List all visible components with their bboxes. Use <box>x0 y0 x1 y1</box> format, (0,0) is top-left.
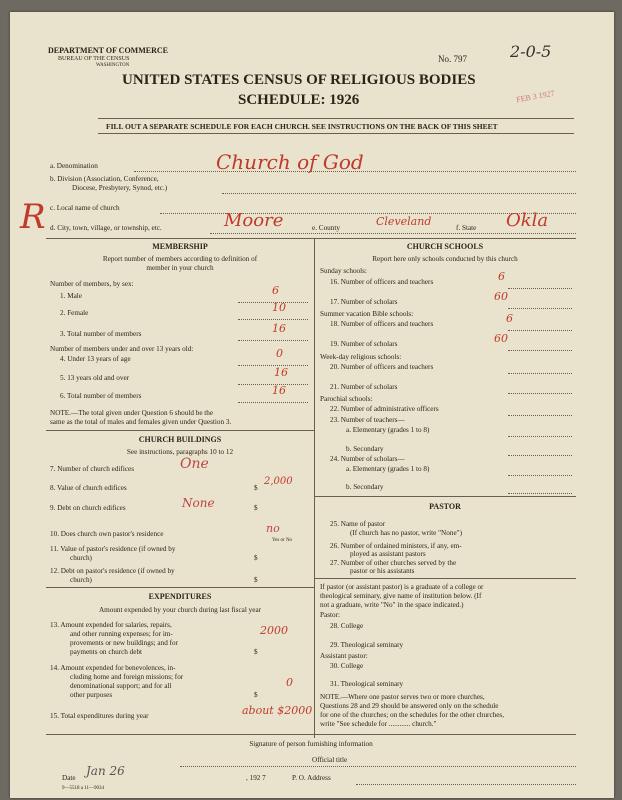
currency-sign: $ <box>254 484 258 492</box>
label-salaries: 13. Amount expended for salaries, repairs, <box>50 621 172 629</box>
label-assistant-seminary: 31. Theological seminary <box>330 680 404 688</box>
pastor-heading: PASTOR <box>429 502 461 511</box>
date-value: Jan 26 <box>86 764 125 778</box>
handwritten-code: 2-0-5 <box>510 42 552 61</box>
value-city: Moore <box>224 210 284 231</box>
value-13-over: 16 <box>274 366 288 379</box>
label-county: e. County <box>312 224 340 232</box>
label-sunday-officers: 16. Number of officers and teachers <box>330 278 434 286</box>
label-parochial-teachers: 23. Number of teachers— <box>330 416 405 424</box>
schools-sunday: Sunday schools: <box>320 267 367 275</box>
label-teachers-secondary: b. Secondary <box>346 445 384 453</box>
signature-label: Signature of person furnishing information <box>249 740 373 748</box>
label-edifices: 7. Number of church edifices <box>50 465 135 473</box>
value-sunday-scholars: 60 <box>494 290 508 303</box>
value-summer-officers: 6 <box>506 312 513 325</box>
label-total-members: 3. Total number of members <box>60 330 142 338</box>
pastor-subheading: Pastor: <box>320 611 340 619</box>
label-teachers-elementary: a. Elementary (grades 1 to 8) <box>346 426 430 434</box>
schools-note: Report here only schools conducted by this church <box>372 255 518 263</box>
schedule-title: SCHEDULE: 1926 <box>238 92 360 108</box>
pastor-footnote-2: Questions 28 and 29 should be answered only on the schedule <box>320 702 499 710</box>
value-total-members: 16 <box>272 322 286 335</box>
value-state: Okla <box>506 210 549 231</box>
membership-note-2: member in your church <box>146 264 214 272</box>
label-under-13: 4. Under 13 years of age <box>60 355 131 363</box>
label-residence-value-2: church) <box>70 554 92 562</box>
label-salaries-3: provements or new buildings; and for <box>70 639 178 647</box>
schools-heading: CHURCH SCHOOLS <box>406 242 484 251</box>
membership-by-sex: Number of members, by sex: <box>50 280 134 288</box>
label-ordained-ministers: 26. Number of ordained ministers, if any, em- <box>330 542 462 550</box>
label-other-churches: 27. Number of other churches served by the <box>330 559 457 567</box>
label-parochial-scholars: 24. Number of scholars— <box>330 455 405 463</box>
label-sunday-scholars: 17. Number of scholars <box>330 298 398 306</box>
pastor-footnote-4: write "See schedule for ............ church." <box>320 720 437 728</box>
label-assistant-college: 30. College <box>330 662 364 670</box>
label-female: 2. Female <box>60 309 89 317</box>
year-label: , 192 7 <box>246 774 266 782</box>
label-summer-scholars: 19. Number of scholars <box>330 340 398 348</box>
pastor-footnote: NOTE.—Where one pastor serves two or more churches, <box>320 693 485 701</box>
label-benevolences: 14. Amount expended for benevolences, in- <box>50 664 176 672</box>
membership-heading: MEMBERSHIP <box>152 242 208 251</box>
buildings-note: See instructions, paragraphs 10 to 12 <box>126 448 234 456</box>
value-total-members-6: 16 <box>272 384 286 397</box>
value-benevolences: 0 <box>286 676 293 689</box>
label-state: f. State <box>456 224 477 232</box>
instruction-banner: FILL OUT A SEPARATE SCHEDULE FOR EACH CHURCH. SEE INSTRUCTIONS ON THE BACK OF THIS SHEET <box>106 122 498 131</box>
label-pastor-seminary: 29. Theological seminary <box>330 641 404 649</box>
value-male: 6 <box>272 284 279 297</box>
label-pastor-name: 25. Name of pastor <box>330 520 386 528</box>
value-summer-scholars: 60 <box>494 332 508 345</box>
value-salaries: 2000 <box>260 624 288 637</box>
label-summer-officers: 18. Number of officers and teachers <box>330 320 434 328</box>
value-county: Cleveland <box>376 215 432 228</box>
label-division: b. Division (Association, Conference, <box>50 175 159 183</box>
value-denomination: Church of God <box>216 150 364 174</box>
department-heading: DEPARTMENT OF COMMERCE <box>48 46 169 55</box>
label-benevolences-4: other purposes <box>70 691 113 699</box>
label-salaries-2: and other running expenses; for im- <box>70 630 173 638</box>
date-label: Date <box>62 774 76 782</box>
label-total-expenditures: 15. Total expenditures during year <box>50 712 149 720</box>
label-weekday-scholars: 21. Number of scholars <box>330 383 398 391</box>
label-weekday-officers: 20. Number of officers and teachers <box>330 363 434 371</box>
census-schedule-page <box>10 12 614 798</box>
value-debt-edifices: None <box>182 496 215 510</box>
value-value-edifices: 2,000 <box>264 476 293 487</box>
schools-summer: Summer vacation Bible schools: <box>320 310 414 318</box>
value-total-expenditures: about $2000 <box>242 704 313 717</box>
label-division-2: Diocese, Presbytery, Synod, etc.) <box>72 184 168 192</box>
currency-sign: $ <box>254 554 258 562</box>
label-pastor-name-2: (If church has no pastor, write "None") <box>350 529 462 537</box>
label-13-over: 5. 13 years old and over <box>60 374 130 382</box>
membership-note: Report number of members according to definition of <box>102 255 258 263</box>
form-number: 9—5518 a 11—9034 <box>62 786 105 791</box>
pastor-grad-note-3: not a graduate, write "No" in the space indicated.) <box>320 601 464 609</box>
bureau-heading: BUREAU OF THE CENSUS <box>58 56 130 62</box>
label-local-name: c. Local name of church <box>50 204 120 212</box>
page-title: UNITED STATES CENSUS OF RELIGIOUS BODIES <box>122 72 476 88</box>
label-parochial-admin: 22. Number of administrative officers <box>330 405 439 413</box>
membership-footnote-2: same as the total of males and females given under Question 3. <box>50 418 232 426</box>
label-own-residence: 10. Does church own pastor's residence <box>50 530 164 538</box>
schools-parochial: Parochial schools: <box>320 395 373 403</box>
buildings-heading: CHURCH BUILDINGS <box>138 435 222 444</box>
membership-age: Number of members under and over 13 years old: <box>50 345 194 353</box>
pastor-grad-note: If pastor (or assistant pastor) is a graduate of a college or <box>320 583 484 591</box>
margin-mark: R <box>20 197 46 237</box>
po-address-label: P. O. Address <box>292 774 331 782</box>
schools-weekday: Week-day religious schools: <box>320 353 402 361</box>
pastor-grad-note-2: theological seminary, give name of institution below. (If <box>320 592 482 600</box>
label-denomination: a. Denomination <box>50 162 98 170</box>
label-total-members-6: 6. Total number of members <box>60 392 142 400</box>
yes-no-caption: Yes or No <box>272 538 293 543</box>
label-residence-debt: 12. Debt on pastor's residence (if owned by <box>50 567 175 575</box>
value-own-residence: no <box>266 522 280 535</box>
city-heading: WASHINGTON <box>96 63 130 68</box>
label-residence-value: 11. Value of pastor's residence (if owned by <box>50 545 176 553</box>
label-pastor-college: 28. College <box>330 622 364 630</box>
label-male: 1. Male <box>60 292 82 300</box>
expenditures-note: Amount expended by your church during last fiscal year <box>98 606 262 614</box>
schedule-number: No. 797 <box>438 54 467 64</box>
official-title-label: Official title <box>312 756 348 764</box>
value-sunday-officers: 6 <box>498 270 505 283</box>
value-under-13: 0 <box>276 347 283 360</box>
value-edifices: One <box>180 456 209 472</box>
received-stamp: FEB 3 1927 <box>515 88 556 105</box>
label-residence-debt-2: church) <box>70 576 92 584</box>
label-city: d. City, town, village, or township, etc. <box>50 224 162 232</box>
label-value-edifices: 8. Value of church edifices <box>50 484 127 492</box>
currency-sign: $ <box>254 576 258 584</box>
membership-footnote: NOTE.—The total given under Question 6 should be the <box>50 409 214 417</box>
label-debt-edifices: 9. Debt on church edifices <box>50 504 126 512</box>
expenditures-heading: EXPENDITURES <box>148 592 212 601</box>
label-benevolences-3: denominational support; and for all <box>70 682 172 690</box>
label-scholars-secondary: b. Secondary <box>346 483 384 491</box>
assistant-pastor-subheading: Assistant pastor: <box>320 652 368 660</box>
label-ordained-ministers-2: ployed as assistant pastors <box>350 550 426 558</box>
pastor-footnote-3: for one of the churches; on the schedules for the other churches, <box>320 711 505 719</box>
label-other-churches-2: pastor or his assistants <box>350 567 415 575</box>
currency-sign: $ <box>254 504 258 512</box>
value-female: 10 <box>272 301 286 314</box>
label-scholars-elementary: a. Elementary (grades 1 to 8) <box>346 465 430 473</box>
currency-sign: $ <box>254 648 258 656</box>
currency-sign: $ <box>254 691 258 699</box>
label-benevolences-2: cluding home and foreign missions; for <box>70 673 184 681</box>
label-salaries-4: payments on church debt <box>70 648 143 656</box>
